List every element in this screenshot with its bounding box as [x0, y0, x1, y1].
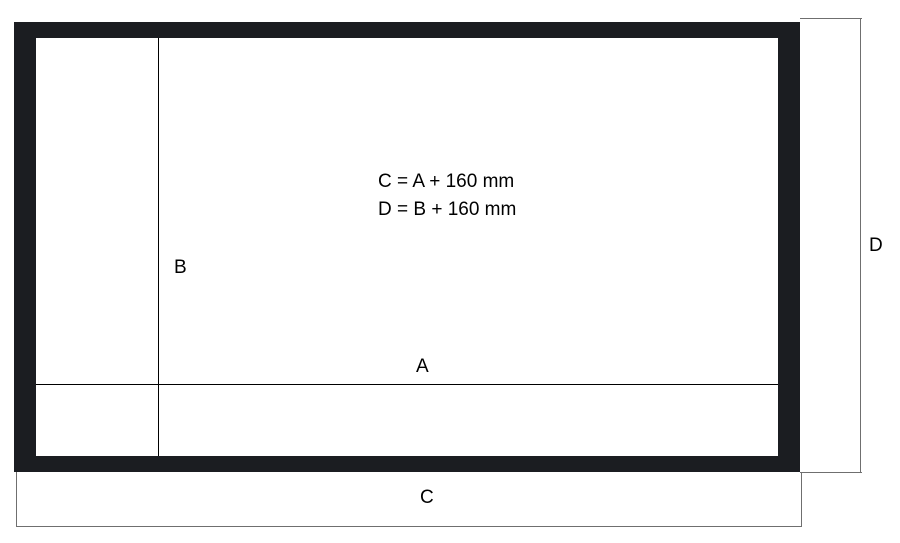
a-dimension-line: [36, 384, 778, 385]
b-dimension-line: [158, 38, 159, 456]
d-dimension-line: [860, 18, 861, 473]
formula-d: D = B + 160 mm: [378, 198, 517, 220]
d-extension-line-top: [800, 18, 862, 19]
formula-c: C = A + 160 mm: [378, 171, 515, 192]
c-dimension-line: [16, 526, 802, 527]
label-a: A: [416, 356, 429, 377]
c-extension-line-right: [801, 472, 802, 527]
d-extension-line-bottom: [800, 472, 862, 473]
label-d: D: [869, 235, 883, 256]
formula-annotations: [378, 168, 516, 223]
c-extension-line-left: [16, 472, 17, 527]
label-b: B: [174, 257, 187, 278]
label-c: C: [420, 487, 434, 508]
frame-inner-area: [36, 38, 778, 456]
